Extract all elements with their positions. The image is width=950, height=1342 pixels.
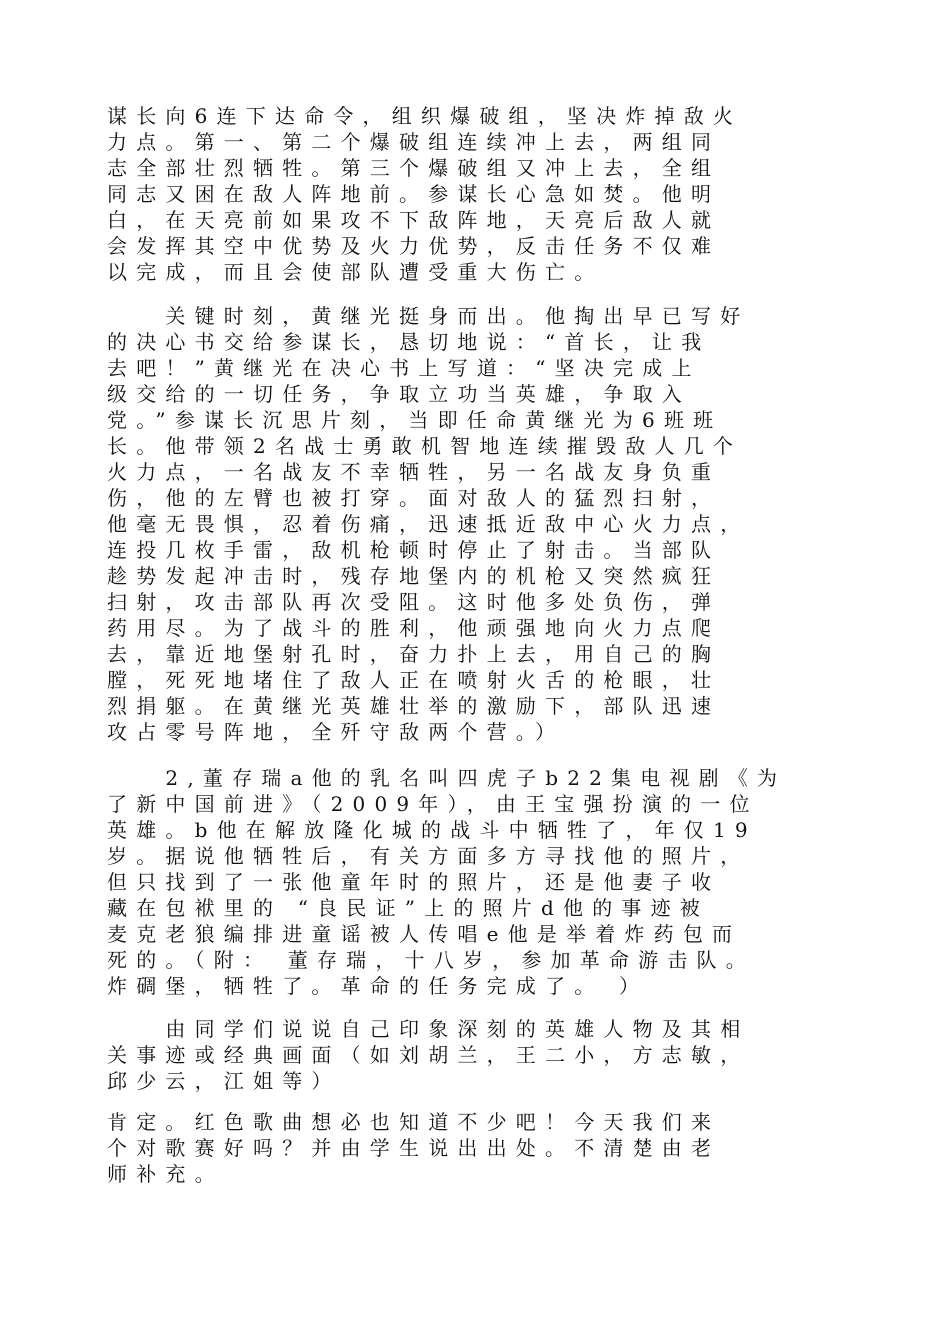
text-line: 谋长向6连下达命令，组织爆破组，坚决炸掉敌火 bbox=[107, 104, 743, 128]
text-line: 了新中国前进》（2009年），由王宝强扮演的一位 bbox=[107, 792, 759, 816]
text-line: 膛，死死地堵住了敌人正在喷射火舌的枪眼，壮 bbox=[107, 668, 721, 692]
text-line: 党。”参谋长沉思片刻，当即任命黄继光为6班班 bbox=[107, 408, 723, 432]
text-line: 关事迹或经典画面（如刘胡兰，王二小，方志敏， bbox=[107, 1043, 750, 1067]
text-line: 志全部壮烈牺牲。第三个爆破组又冲上去，全组 bbox=[107, 156, 721, 180]
text-line: 但只找到了一张他童年时的照片，还是他妻子收 bbox=[107, 870, 721, 894]
text-line: 级交给的一切任务，争取立功当英雄，争取入 bbox=[107, 382, 691, 406]
text-line: 的决心书交给参谋长，恳切地说：“首长，让我 bbox=[107, 330, 711, 354]
paragraph-1 bbox=[107, 103, 842, 285]
text-line: 由同学们说说自己印象深刻的英雄人物及其相 bbox=[107, 1017, 750, 1041]
text-line: 死的。（附： 董存瑞，十八岁，参加革命游击队。 bbox=[107, 948, 755, 972]
paragraph-4 bbox=[107, 1016, 842, 1094]
text-line: 炸碉堡，牺牲了。革命的任务完成了。 ） bbox=[107, 974, 649, 998]
text-line: 长。他带领2名战士勇敢机智地连续摧毁敌人几个 bbox=[107, 434, 743, 458]
text-line: 他毫无畏惧，忍着伤痛，迅速抵近敌中心火力点， bbox=[107, 512, 750, 536]
text-line: 个对歌赛好吗？并由学生说出出处。不清楚由老 bbox=[107, 1136, 721, 1160]
text-line: 药用尽。为了战斗的胜利，他顽强地向火力点爬 bbox=[107, 616, 721, 640]
paragraph-2 bbox=[107, 303, 842, 745]
text-line: 白，在天亮前如果攻不下敌阵地，天亮后敌人就 bbox=[107, 208, 721, 232]
text-line: 英雄。b他在解放隆化城的战斗中牺牲了，年仅19 bbox=[107, 818, 757, 842]
text-line: 岁。据说他牺牲后，有关方面多方寻找他的照片， bbox=[107, 844, 750, 868]
text-line: 关键时刻，黄继光挺身而出。他掏出早已写好 bbox=[107, 304, 750, 328]
text-line: 扫射，攻击部队再次受阻。这时他多处负伤，弹 bbox=[107, 590, 721, 614]
text-line: 以完成，而且会使部队遭受重大伤亡。 bbox=[107, 260, 604, 284]
text-line: 师补充。 bbox=[107, 1162, 224, 1186]
text-line: 同志又困在敌人阵地前。参谋长心急如焚。他明 bbox=[107, 182, 721, 206]
text-line: 肯定。红色歌曲想必也知道不少吧！今天我们来 bbox=[107, 1110, 721, 1134]
text-line: 火力点，一名战友不幸牺牲，另一名战友身负重 bbox=[107, 460, 721, 484]
text-line: 去吧！”黄继光在决心书上写道：“坚决完成上 bbox=[107, 356, 701, 380]
text-line: 去，靠近地堡射孔时，奋力扑上去，用自己的胸 bbox=[107, 642, 721, 666]
text-line: 趁势发起冲击时，残存地堡内的机枪又突然疯狂 bbox=[107, 564, 721, 588]
paragraph-3 bbox=[107, 765, 842, 999]
text-line: 麦克老狼编排进童谣被人传唱e他是举着炸药包而 bbox=[107, 922, 742, 946]
text-line: 会发挥其空中优势及火力优势，反击任务不仅难 bbox=[107, 234, 721, 258]
text-line: 藏在包袱里的 “良民证”上的照片d他的事迹被 bbox=[107, 896, 710, 920]
text-line: 烈捐躯。在黄继光英雄壮举的激励下，部队迅速 bbox=[107, 694, 721, 718]
text-line: 伤，他的左臂也被打穿。面对敌人的猛烈扫射， bbox=[107, 486, 721, 510]
text-line: 连投几枚手雷，敌机枪顿时停止了射击。当部队 bbox=[107, 538, 721, 562]
text-line: 攻占零号阵地，全歼守敌两个营。） bbox=[107, 720, 565, 744]
text-line: 力点。第一、第二个爆破组连续冲上去，两组同 bbox=[107, 130, 721, 154]
paragraph-5 bbox=[107, 1109, 842, 1187]
text-line: 邱少云，江姐等） bbox=[107, 1069, 341, 1093]
text-line: 2,董存瑞a他的乳名叫四虎子b22集电视剧《为 bbox=[107, 766, 787, 790]
